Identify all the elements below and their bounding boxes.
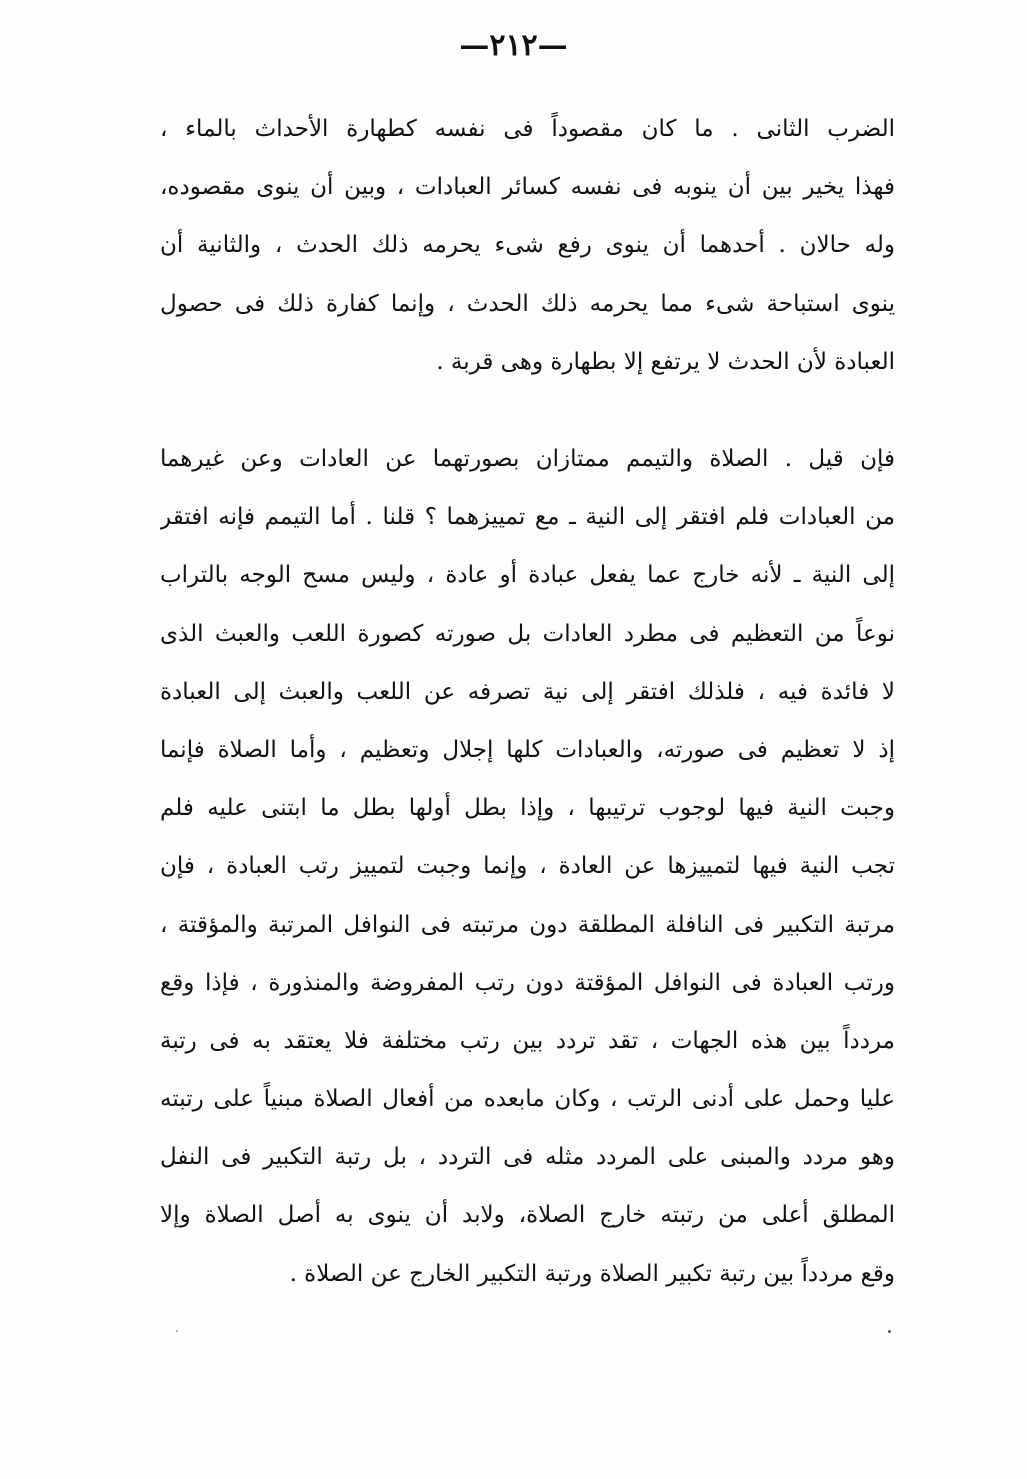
paragraph-2: [160, 430, 895, 1303]
text-line: المطلق أعلى من رتبته خارج الصلاة، ولابد أن ينوى به أصل الصلاة وإلا: [160, 1202, 895, 1229]
text-line: فهذا يخير بين أن ينوبه فى نفسه كسائر العبادات ، وبين أن ينوى مقصوده،: [160, 174, 895, 201]
text-line: فإن قيل . الصلاة والتيمم ممتازان بصورتهما عن العادات وعن غيرهما: [160, 446, 895, 472]
text-line: وله حالان . أحدهما أن ينوى رفع شىء يحرمه ذلك الحدث ، والثانية أن: [160, 232, 895, 259]
text-line: نوعاً من التعظيم فى مطرد العادات بل صورته كصورة اللعب والعبث الذى: [160, 620, 895, 647]
text-line: مرتبة التكبير فى النافلة المطلقة دون مرتبته فى النوافل المرتبة والمؤقتة ،: [160, 911, 895, 938]
text-line: وجبت النية فيها لوجوب ترتيبها ، وإذا بطل أولها بطل ما ابتنى عليه فلم: [160, 795, 895, 822]
text-line: وقع مردداً بين رتبة تكبير الصلاة ورتبة التكبير الخارج عن الصلاة .: [289, 1260, 895, 1287]
text-line: من العبادات فلم افتقر إلى النية ـ مع تمييزهما ؟ قلنا . أما التيمم فإنه افتقر: [160, 504, 895, 531]
text-line: الضرب الثانى . ما كان مقصوداً فى نفسه كطهارة الأحداث بالماء ،: [160, 116, 895, 142]
text-line: ينوى استباحة شىء مما يحرمه ذلك الحدث ، وإنما كفارة ذلك فى حصول: [160, 290, 895, 317]
page-number: —٢١٢—: [459, 28, 568, 63]
text-line: مردداً بين هذه الجهات ، تقد تردد بين رتب مختلفة فلا يعتقد به فى رتبة: [160, 1027, 895, 1054]
text-line: وهو مردد والمبنى على المردد مثله فى التردد ، بل رتبة التكبير فى النفل: [160, 1144, 895, 1171]
text-line: لا فائدة فيه ، فلذلك افتقر إلى نية تصرفه عن اللعب والعبث إلى العبادة: [160, 678, 895, 705]
scan-speck: [888, 1330, 891, 1333]
text-line: تجب النية فيها لتمييزها عن العادة ، وإنما وجبت لتمييز رتب العبادة ، فإن: [160, 853, 895, 880]
text-line: العبادة لأن الحدث لا يرتفع إلا بطهارة وهى قربة .: [436, 348, 895, 375]
paragraph-1: [160, 100, 895, 391]
text-line: إذ لا تعظيم فى صورته، والعبادات كلها إجلال وتعظيم ، وأما الصلاة فإنما: [160, 736, 895, 763]
scan-speck: [176, 1330, 178, 1332]
text-line: إلى النية ـ لأنه خارج عما يفعل عبادة أو عادة ، وليس مسح الوجه بالتراب: [160, 562, 895, 589]
text-line: ورتب العبادة فى النوافل المؤقتة دون رتب المفروضة والمنذورة ، فإذا وقع: [160, 969, 895, 996]
text-line: عليا وحمل على أدنى الرتب ، وكان مابعده من أفعال الصلاة مبنياً على رتبته: [160, 1086, 895, 1113]
